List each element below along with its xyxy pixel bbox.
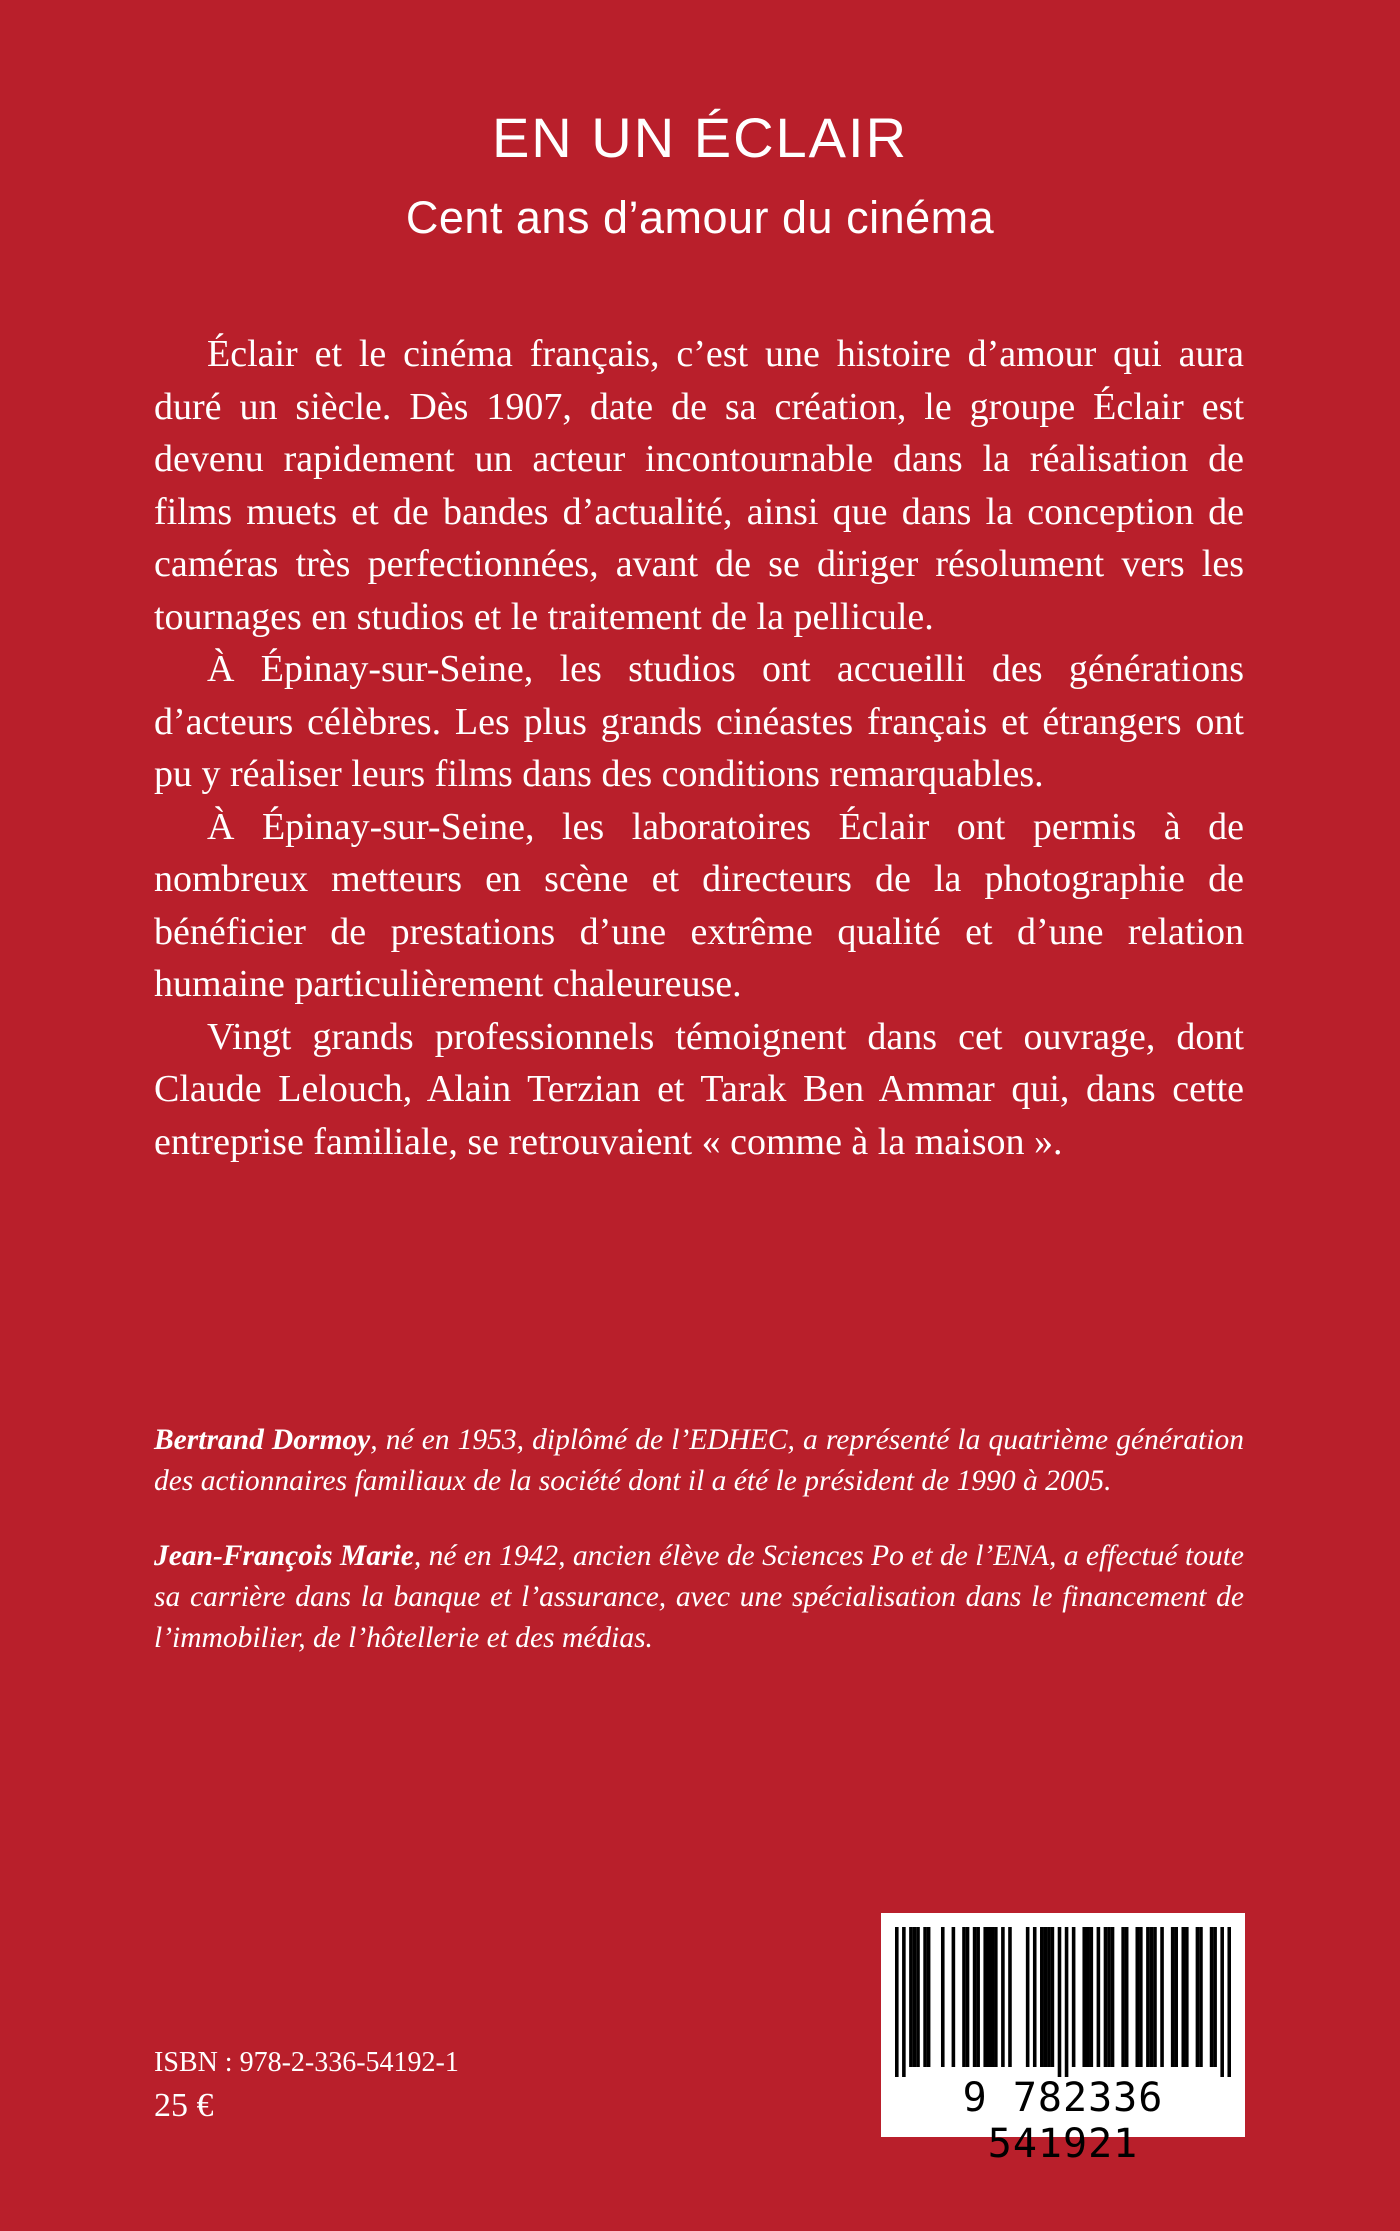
barcode-bar xyxy=(983,1927,987,2067)
book-subtitle: Cent ans d’amour du cinéma xyxy=(405,192,995,243)
barcode-bar xyxy=(1146,1927,1150,2067)
barcode-bar xyxy=(1008,1927,1012,2067)
barcode-bar xyxy=(1171,1927,1175,2067)
barcode-bar xyxy=(1121,1927,1125,2067)
barcode-bar xyxy=(1199,1927,1203,2067)
blurb-paragraph: Éclair et le cinéma français, c’est une histoire d’amour qui aura duré un siècle. Dès 1907, date de sa création, le groupe Éclair est devenu rapidement un acteur incontournable dans la réalisation de films muets et de bandes d’actualité, ainsi que dans la conception de caméras très perfectionnées, avant de se diriger résolument vers les tournages en studios et le traitement de la pellicule. xyxy=(154,333,1244,638)
author-bio-text: , né en 1953, diplômé de l’EDHEC, a représenté la quatrième génération des actionnaires familiaux de la société dont il a été le président de 1990 à 2005. xyxy=(154,1424,1244,1497)
author-bio xyxy=(154,1420,1244,1502)
author-bios xyxy=(154,1420,1244,1693)
barcode-bar xyxy=(994,1927,998,2067)
barcode-bar xyxy=(1090,1927,1094,2067)
barcode-bar xyxy=(1040,1927,1044,2067)
barcode-bar xyxy=(1136,1927,1140,2067)
author-bio xyxy=(154,1536,1244,1659)
barcode-bar xyxy=(1210,1927,1214,2067)
blurb xyxy=(154,328,1244,1168)
barcode-bar xyxy=(916,1927,920,2067)
barcode-bar xyxy=(909,1927,913,2067)
barcode-bar xyxy=(1139,1927,1143,2067)
barcode-bar xyxy=(1044,1927,1048,2067)
blurb-paragraph: À Épinay-sur-Seine, les studios ont accueilli des générations d’acteurs célèbres. Les plus grands cinéastes français et étrangers ont pu y réaliser leurs films dans des conditions remarquables. xyxy=(154,648,1244,795)
barcode-bar xyxy=(1125,1927,1129,2067)
barcode-bars xyxy=(895,1927,1231,2077)
barcode-bar xyxy=(1026,1927,1030,2067)
barcode-bar xyxy=(1058,1927,1062,2077)
isbn: ISBN : 978-2-336-54192-1 xyxy=(154,2047,459,2078)
barcode-bar xyxy=(1174,1927,1178,2067)
barcode-bar xyxy=(923,1927,927,2067)
barcode-bar xyxy=(990,1927,994,2067)
barcode-bar xyxy=(1227,1927,1231,2077)
author-name: Bertrand Dormoy xyxy=(154,1424,371,1456)
barcode-bar xyxy=(1160,1927,1164,2067)
barcode-bar xyxy=(902,1927,906,2077)
barcode-bar xyxy=(973,1927,977,2067)
barcode-bar xyxy=(976,1927,980,2067)
barcode-bar xyxy=(1213,1927,1217,2067)
barcode-bar xyxy=(1181,1927,1185,2067)
price: 25 € xyxy=(154,2087,214,2124)
barcode-bar xyxy=(1111,1927,1115,2067)
barcode-bar xyxy=(952,1927,956,2067)
barcode-bar xyxy=(1153,1927,1157,2067)
author-bio-text: , né en 1942, ancien élève de Sciences Po et de l’ENA, a effectué toute sa carrière dans la banque et l’assurance, avec une spécialisation dans le financement de l’immobilier, de l’hôtellerie et des médias. xyxy=(154,1540,1244,1654)
barcode-bar xyxy=(913,1927,917,2067)
barcode-digits: 9 782336 541921 xyxy=(962,2075,1164,2167)
barcode xyxy=(881,1913,1245,2167)
barcode-bar xyxy=(1047,1927,1051,2067)
barcode-bar xyxy=(1001,1927,1005,2067)
barcode-bar xyxy=(1107,1927,1111,2067)
barcode-bar xyxy=(966,1927,970,2067)
barcode-bar xyxy=(895,1927,899,2077)
barcode-bar xyxy=(1086,1927,1090,2067)
barcode-bar xyxy=(1082,1927,1086,2067)
barcode-bar xyxy=(1051,1927,1055,2067)
barcode-bar xyxy=(987,1927,991,2067)
barcode-bar xyxy=(1065,1927,1069,2077)
blurb-paragraph: Vingt grands professionnels témoignent dans cet ouvrage, dont Claude Lelouch, Alain Terzian et Tarak Ben Ammar qui, dans cette entreprise familiale, se retrouvaient « comme à la maison ». xyxy=(154,1015,1244,1163)
barcode-bar xyxy=(1033,1927,1037,2067)
barcode-bar xyxy=(1150,1927,1154,2067)
barcode-bar xyxy=(962,1927,966,2067)
author-name: Jean-François Marie xyxy=(154,1540,414,1572)
barcode-bar xyxy=(1104,1927,1108,2067)
barcode-bar xyxy=(927,1927,931,2067)
barcode-bar xyxy=(941,1927,945,2067)
barcode-bar xyxy=(1220,1927,1224,2077)
barcode-bar xyxy=(1097,1927,1101,2067)
barcode-bar xyxy=(1072,1927,1076,2067)
barcode-bar xyxy=(1185,1927,1189,2067)
blurb-paragraph: À Épinay-sur-Seine, les laboratoires Éclair ont permis à de nombreux metteurs en scène et directeurs de la photographie de bénéficier de prestations d’une extrême qualité et d’une relation humaine particulièrement chaleureuse. xyxy=(154,805,1244,1005)
book-title: EN UN ÉCLAIR xyxy=(491,106,909,169)
barcode-bar xyxy=(1196,1927,1200,2067)
